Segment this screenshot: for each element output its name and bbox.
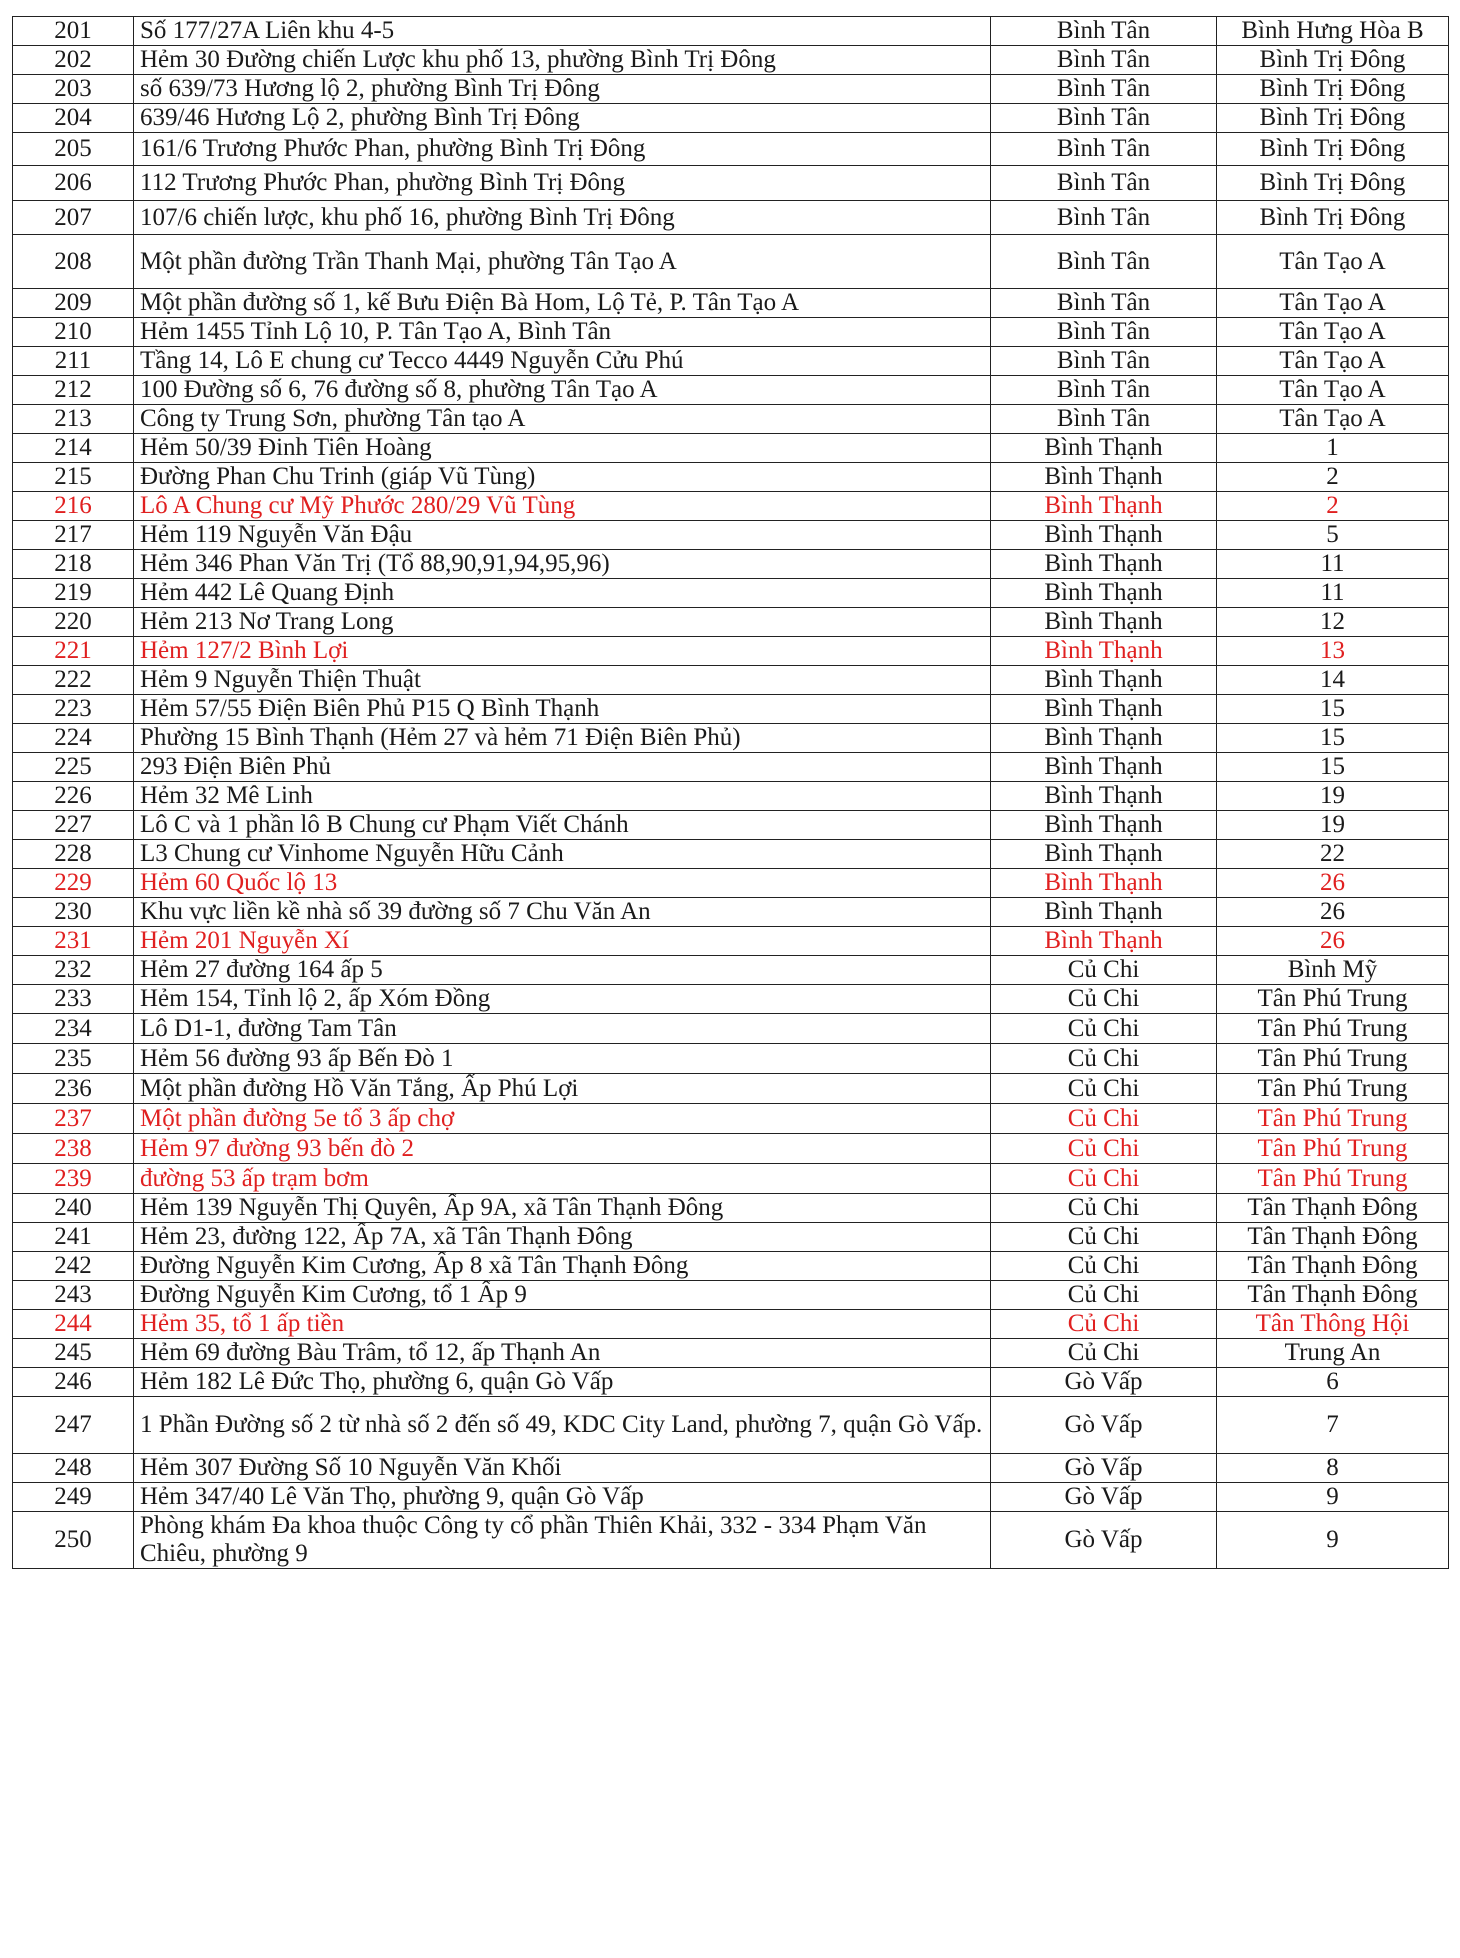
ward-cell: Tân Phú Trung [1217, 985, 1449, 1014]
ward-cell: Bình Trị Đông [1217, 104, 1449, 133]
district-cell: Bình Tân [991, 235, 1217, 289]
ward-cell: 8 [1217, 1454, 1449, 1483]
district-cell: Củ Chi [991, 985, 1217, 1014]
location-cell: Đường Nguyễn Kim Cương, Ấp 8 xã Tân Thạnh Đông [134, 1252, 991, 1281]
ward-cell: Bình Trị Đông [1217, 166, 1449, 201]
row-number-cell: 235 [13, 1044, 134, 1074]
ward-cell: Tân Thạnh Đông [1217, 1194, 1449, 1223]
district-cell: Bình Thạnh [991, 463, 1217, 492]
table-row [13, 608, 1449, 637]
row-number-cell: 238 [13, 1134, 134, 1164]
row-number-cell: 213 [13, 405, 134, 434]
row-number-cell: 242 [13, 1252, 134, 1281]
ward-cell: Tân Phú Trung [1217, 1164, 1449, 1194]
district-cell: Bình Tân [991, 318, 1217, 347]
ward-cell: Bình Trị Đông [1217, 201, 1449, 235]
district-cell: Bình Tân [991, 405, 1217, 434]
ward-cell: Bình Trị Đông [1217, 133, 1449, 166]
row-number-cell: 240 [13, 1194, 134, 1223]
location-cell: Hẻm 56 đường 93 ấp Bến Đò 1 [134, 1044, 991, 1074]
location-cell: Hẻm 60 Quốc lộ 13 [134, 869, 991, 898]
ward-cell: Bình Hưng Hòa B [1217, 17, 1449, 46]
district-cell: Bình Thạnh [991, 898, 1217, 927]
row-number-cell: 250 [13, 1512, 134, 1569]
district-cell: Gò Vấp [991, 1483, 1217, 1512]
row-number-cell: 239 [13, 1164, 134, 1194]
table-row [13, 1281, 1449, 1310]
ward-cell: Bình Mỹ [1217, 956, 1449, 985]
table-row [13, 869, 1449, 898]
location-cell: Lô A Chung cư Mỹ Phước 280/29 Vũ Tùng [134, 492, 991, 521]
row-number-cell: 220 [13, 608, 134, 637]
table-row [13, 1044, 1449, 1074]
district-cell: Gò Vấp [991, 1512, 1217, 1569]
table-row [13, 985, 1449, 1014]
location-cell: Hẻm 119 Nguyễn Văn Đậu [134, 521, 991, 550]
location-cell: Hẻm 442 Lê Quang Định [134, 579, 991, 608]
location-cell: Phường 15 Bình Thạnh (Hẻm 27 và hẻm 71 Điện Biên Phủ) [134, 724, 991, 753]
location-cell: Hẻm 182 Lê Đức Thọ, phường 6, quận Gò Vấp [134, 1368, 991, 1397]
district-cell: Bình Tân [991, 133, 1217, 166]
table-row [13, 521, 1449, 550]
row-number-cell: 206 [13, 166, 134, 201]
district-cell: Bình Thạnh [991, 637, 1217, 666]
table-row [13, 1368, 1449, 1397]
district-cell: Củ Chi [991, 956, 1217, 985]
ward-cell: Tân Tạo A [1217, 347, 1449, 376]
ward-cell: Tân Thạnh Đông [1217, 1252, 1449, 1281]
ward-cell: 2 [1217, 463, 1449, 492]
ward-cell: 12 [1217, 608, 1449, 637]
location-cell: Hẻm 154, Tỉnh lộ 2, ấp Xóm Đồng [134, 985, 991, 1014]
ward-cell: 22 [1217, 840, 1449, 869]
district-cell: Củ Chi [991, 1339, 1217, 1368]
ward-cell: 6 [1217, 1368, 1449, 1397]
ward-cell: 1 [1217, 434, 1449, 463]
row-number-cell: 226 [13, 782, 134, 811]
row-number-cell: 205 [13, 133, 134, 166]
district-cell: Bình Tân [991, 376, 1217, 405]
table-row [13, 724, 1449, 753]
ward-cell: 26 [1217, 927, 1449, 956]
location-cell: Hẻm 30 Đường chiến Lược khu phố 13, phường Bình Trị Đông [134, 46, 991, 75]
row-number-cell: 223 [13, 695, 134, 724]
ward-cell: Tân Phú Trung [1217, 1104, 1449, 1134]
table-row [13, 1483, 1449, 1512]
ward-cell: Tân Tạo A [1217, 405, 1449, 434]
district-cell: Củ Chi [991, 1310, 1217, 1339]
location-cell: Khu vực liền kề nhà số 39 đường số 7 Chu Văn An [134, 898, 991, 927]
district-cell: Củ Chi [991, 1194, 1217, 1223]
location-cell: Hẻm 32 Mê Linh [134, 782, 991, 811]
location-cell: Tầng 14, Lô E chung cư Tecco 4449 Nguyễn Cửu Phú [134, 347, 991, 376]
ward-cell: 14 [1217, 666, 1449, 695]
location-cell: số 639/73 Hương lộ 2, phường Bình Trị Đông [134, 75, 991, 104]
table-row [13, 1512, 1449, 1569]
location-cell: Hẻm 346 Phan Văn Trị (Tổ 88,90,91,94,95,96) [134, 550, 991, 579]
table-row [13, 637, 1449, 666]
location-cell: Đường Nguyễn Kim Cương, tổ 1 Ấp 9 [134, 1281, 991, 1310]
ward-cell: Tân Thạnh Đông [1217, 1223, 1449, 1252]
district-cell: Củ Chi [991, 1074, 1217, 1104]
table-row [13, 782, 1449, 811]
table-row [13, 811, 1449, 840]
location-cell: Một phần đường Trần Thanh Mại, phường Tân Tạo A [134, 235, 991, 289]
row-number-cell: 208 [13, 235, 134, 289]
location-cell: 1 Phần Đường số 2 từ nhà số 2 đến số 49, KDC City Land, phường 7, quận Gò Vấp. [134, 1397, 991, 1454]
ward-cell: Tân Thạnh Đông [1217, 1281, 1449, 1310]
district-cell: Bình Tân [991, 166, 1217, 201]
row-number-cell: 210 [13, 318, 134, 347]
district-cell: Củ Chi [991, 1281, 1217, 1310]
row-number-cell: 249 [13, 1483, 134, 1512]
location-cell: 100 Đường số 6, 76 đường số 8, phường Tân Tạo A [134, 376, 991, 405]
district-cell: Bình Thạnh [991, 869, 1217, 898]
row-number-cell: 247 [13, 1397, 134, 1454]
district-cell: Củ Chi [991, 1014, 1217, 1044]
table-row [13, 405, 1449, 434]
row-number-cell: 214 [13, 434, 134, 463]
location-cell: Hẻm 307 Đường Số 10 Nguyễn Văn Khối [134, 1454, 991, 1483]
district-cell: Bình Thạnh [991, 550, 1217, 579]
table-row [13, 753, 1449, 782]
location-cell: Một phần đường 5e tổ 3 ấp chợ [134, 1104, 991, 1134]
district-cell: Bình Tân [991, 104, 1217, 133]
table-row [13, 1310, 1449, 1339]
row-number-cell: 201 [13, 17, 134, 46]
row-number-cell: 221 [13, 637, 134, 666]
ward-cell: Tân Tạo A [1217, 318, 1449, 347]
district-cell: Bình Thạnh [991, 608, 1217, 637]
district-cell: Bình Tân [991, 289, 1217, 318]
table-row [13, 579, 1449, 608]
table-row [13, 133, 1449, 166]
district-cell: Bình Thạnh [991, 666, 1217, 695]
location-cell: Hẻm 69 đường Bàu Trâm, tổ 12, ấp Thạnh An [134, 1339, 991, 1368]
row-number-cell: 227 [13, 811, 134, 840]
row-number-cell: 216 [13, 492, 134, 521]
ward-cell: 15 [1217, 695, 1449, 724]
location-cell: Hẻm 9 Nguyễn Thiện Thuật [134, 666, 991, 695]
district-cell: Bình Thạnh [991, 695, 1217, 724]
ward-cell: 2 [1217, 492, 1449, 521]
table-row [13, 289, 1449, 318]
row-number-cell: 202 [13, 46, 134, 75]
table-row [13, 840, 1449, 869]
row-number-cell: 241 [13, 1223, 134, 1252]
row-number-cell: 248 [13, 1454, 134, 1483]
location-cell: Hẻm 50/39 Đinh Tiên Hoàng [134, 434, 991, 463]
location-cell: Lô C và 1 phần lô B Chung cư Phạm Viết Chánh [134, 811, 991, 840]
row-number-cell: 207 [13, 201, 134, 235]
table-body [13, 17, 1449, 1569]
row-number-cell: 233 [13, 985, 134, 1014]
table-row [13, 550, 1449, 579]
location-cell: 293 Điện Biên Phủ [134, 753, 991, 782]
location-cell: Hẻm 139 Nguyễn Thị Quyên, Ấp 9A, xã Tân Thạnh Đông [134, 1194, 991, 1223]
district-cell: Bình Thạnh [991, 724, 1217, 753]
row-number-cell: 229 [13, 869, 134, 898]
district-cell: Bình Thạnh [991, 927, 1217, 956]
table-row [13, 1252, 1449, 1281]
row-number-cell: 236 [13, 1074, 134, 1104]
table-row [13, 376, 1449, 405]
district-cell: Gò Vấp [991, 1368, 1217, 1397]
table-row [13, 46, 1449, 75]
district-cell: Bình Tân [991, 347, 1217, 376]
location-cell: 107/6 chiến lược, khu phố 16, phường Bình Trị Đông [134, 201, 991, 235]
ward-cell: 5 [1217, 521, 1449, 550]
ward-cell: Bình Trị Đông [1217, 75, 1449, 104]
district-cell: Gò Vấp [991, 1454, 1217, 1483]
location-cell: Hẻm 57/55 Điện Biên Phủ P15 Q Bình Thạnh [134, 695, 991, 724]
ward-cell: Tân Tạo A [1217, 235, 1449, 289]
row-number-cell: 218 [13, 550, 134, 579]
location-cell: Hẻm 201 Nguyễn Xí [134, 927, 991, 956]
table-row [13, 695, 1449, 724]
district-cell: Bình Thạnh [991, 811, 1217, 840]
district-cell: Bình Thạnh [991, 840, 1217, 869]
row-number-cell: 215 [13, 463, 134, 492]
district-cell: Bình Thạnh [991, 492, 1217, 521]
table-row [13, 347, 1449, 376]
district-cell: Bình Tân [991, 46, 1217, 75]
ward-cell: Tân Phú Trung [1217, 1134, 1449, 1164]
row-number-cell: 232 [13, 956, 134, 985]
table-row [13, 166, 1449, 201]
row-number-cell: 224 [13, 724, 134, 753]
ward-cell: Trung An [1217, 1339, 1449, 1368]
table-row [13, 1134, 1449, 1164]
row-number-cell: 243 [13, 1281, 134, 1310]
location-cell: Một phần đường số 1, kế Bưu Điện Bà Hom, Lộ Tẻ, P. Tân Tạo A [134, 289, 991, 318]
table-row [13, 75, 1449, 104]
table-row [13, 1194, 1449, 1223]
ward-cell: 19 [1217, 782, 1449, 811]
table-row [13, 104, 1449, 133]
table-row [13, 1339, 1449, 1368]
location-cell: Số 177/27A Liên khu 4-5 [134, 17, 991, 46]
ward-cell: Bình Trị Đông [1217, 46, 1449, 75]
district-cell: Bình Thạnh [991, 434, 1217, 463]
table-row [13, 235, 1449, 289]
district-cell: Củ Chi [991, 1164, 1217, 1194]
district-cell: Bình Thạnh [991, 782, 1217, 811]
row-number-cell: 217 [13, 521, 134, 550]
row-number-cell: 209 [13, 289, 134, 318]
location-cell: Hẻm 213 Nơ Trang Long [134, 608, 991, 637]
table-row [13, 1397, 1449, 1454]
location-cell: Hẻm 27 đường 164 ấp 5 [134, 956, 991, 985]
ward-cell: Tân Phú Trung [1217, 1044, 1449, 1074]
table-row [13, 1164, 1449, 1194]
row-number-cell: 211 [13, 347, 134, 376]
table-row [13, 434, 1449, 463]
location-cell: Hẻm 23, đường 122, Ấp 7A, xã Tân Thạnh Đông [134, 1223, 991, 1252]
ward-cell: 26 [1217, 898, 1449, 927]
location-cell: Đường Phan Chu Trinh (giáp Vũ Tùng) [134, 463, 991, 492]
location-cell: Hẻm 127/2 Bình Lợi [134, 637, 991, 666]
district-cell: Gò Vấp [991, 1397, 1217, 1454]
table-row [13, 1074, 1449, 1104]
table-row [13, 1104, 1449, 1134]
row-number-cell: 228 [13, 840, 134, 869]
row-number-cell: 204 [13, 104, 134, 133]
location-cell: Công ty Trung Sơn, phường Tân tạo A [134, 405, 991, 434]
location-cell: Hẻm 1455 Tỉnh Lộ 10, P. Tân Tạo A, Bình Tân [134, 318, 991, 347]
address-table [12, 16, 1449, 1569]
row-number-cell: 203 [13, 75, 134, 104]
table-row [13, 201, 1449, 235]
ward-cell: 7 [1217, 1397, 1449, 1454]
table-row [13, 17, 1449, 46]
table-row [13, 1014, 1449, 1044]
row-number-cell: 234 [13, 1014, 134, 1044]
table-row [13, 463, 1449, 492]
table-row [13, 956, 1449, 985]
district-cell: Bình Thạnh [991, 753, 1217, 782]
ward-cell: Tân Tạo A [1217, 289, 1449, 318]
ward-cell: 9 [1217, 1512, 1449, 1569]
ward-cell: 13 [1217, 637, 1449, 666]
ward-cell: Tân Phú Trung [1217, 1074, 1449, 1104]
location-cell: L3 Chung cư Vinhome Nguyễn Hữu Cảnh [134, 840, 991, 869]
district-cell: Củ Chi [991, 1134, 1217, 1164]
table-row [13, 898, 1449, 927]
location-cell: đường 53 ấp trạm bơm [134, 1164, 991, 1194]
ward-cell: 19 [1217, 811, 1449, 840]
table-row [13, 492, 1449, 521]
ward-cell: 26 [1217, 869, 1449, 898]
district-cell: Củ Chi [991, 1252, 1217, 1281]
ward-cell: Tân Tạo A [1217, 376, 1449, 405]
table-row [13, 1223, 1449, 1252]
district-cell: Củ Chi [991, 1044, 1217, 1074]
ward-cell: 15 [1217, 753, 1449, 782]
row-number-cell: 244 [13, 1310, 134, 1339]
table-row [13, 318, 1449, 347]
ward-cell: 9 [1217, 1483, 1449, 1512]
row-number-cell: 225 [13, 753, 134, 782]
location-cell: Hẻm 347/40 Lê Văn Thọ, phường 9, quận Gò Vấp [134, 1483, 991, 1512]
row-number-cell: 245 [13, 1339, 134, 1368]
row-number-cell: 212 [13, 376, 134, 405]
district-cell: Củ Chi [991, 1104, 1217, 1134]
row-number-cell: 237 [13, 1104, 134, 1134]
location-cell: 161/6 Trương Phước Phan, phường Bình Trị Đông [134, 133, 991, 166]
ward-cell: Tân Thông Hội [1217, 1310, 1449, 1339]
row-number-cell: 219 [13, 579, 134, 608]
location-cell: Hẻm 35, tổ 1 ấp tiền [134, 1310, 991, 1339]
row-number-cell: 222 [13, 666, 134, 695]
district-cell: Bình Thạnh [991, 521, 1217, 550]
location-cell: Lô D1-1, đường Tam Tân [134, 1014, 991, 1044]
location-cell: 112 Trương Phước Phan, phường Bình Trị Đông [134, 166, 991, 201]
location-cell: Hẻm 97 đường 93 bến đò 2 [134, 1134, 991, 1164]
location-cell: Phòng khám Đa khoa thuộc Công ty cổ phần Thiên Khải, 332 - 334 Phạm Văn Chiêu, phường 9 [134, 1512, 991, 1569]
ward-cell: 11 [1217, 550, 1449, 579]
district-cell: Bình Tân [991, 201, 1217, 235]
district-cell: Bình Tân [991, 75, 1217, 104]
table-row [13, 1454, 1449, 1483]
ward-cell: 15 [1217, 724, 1449, 753]
district-cell: Củ Chi [991, 1223, 1217, 1252]
row-number-cell: 230 [13, 898, 134, 927]
location-cell: 639/46 Hương Lộ 2, phường Bình Trị Đông [134, 104, 991, 133]
row-number-cell: 231 [13, 927, 134, 956]
location-cell: Một phần đường Hồ Văn Tắng, Ấp Phú Lợi [134, 1074, 991, 1104]
district-cell: Bình Tân [991, 17, 1217, 46]
district-cell: Bình Thạnh [991, 579, 1217, 608]
row-number-cell: 246 [13, 1368, 134, 1397]
ward-cell: 11 [1217, 579, 1449, 608]
ward-cell: Tân Phú Trung [1217, 1014, 1449, 1044]
table-row [13, 927, 1449, 956]
table-row [13, 666, 1449, 695]
